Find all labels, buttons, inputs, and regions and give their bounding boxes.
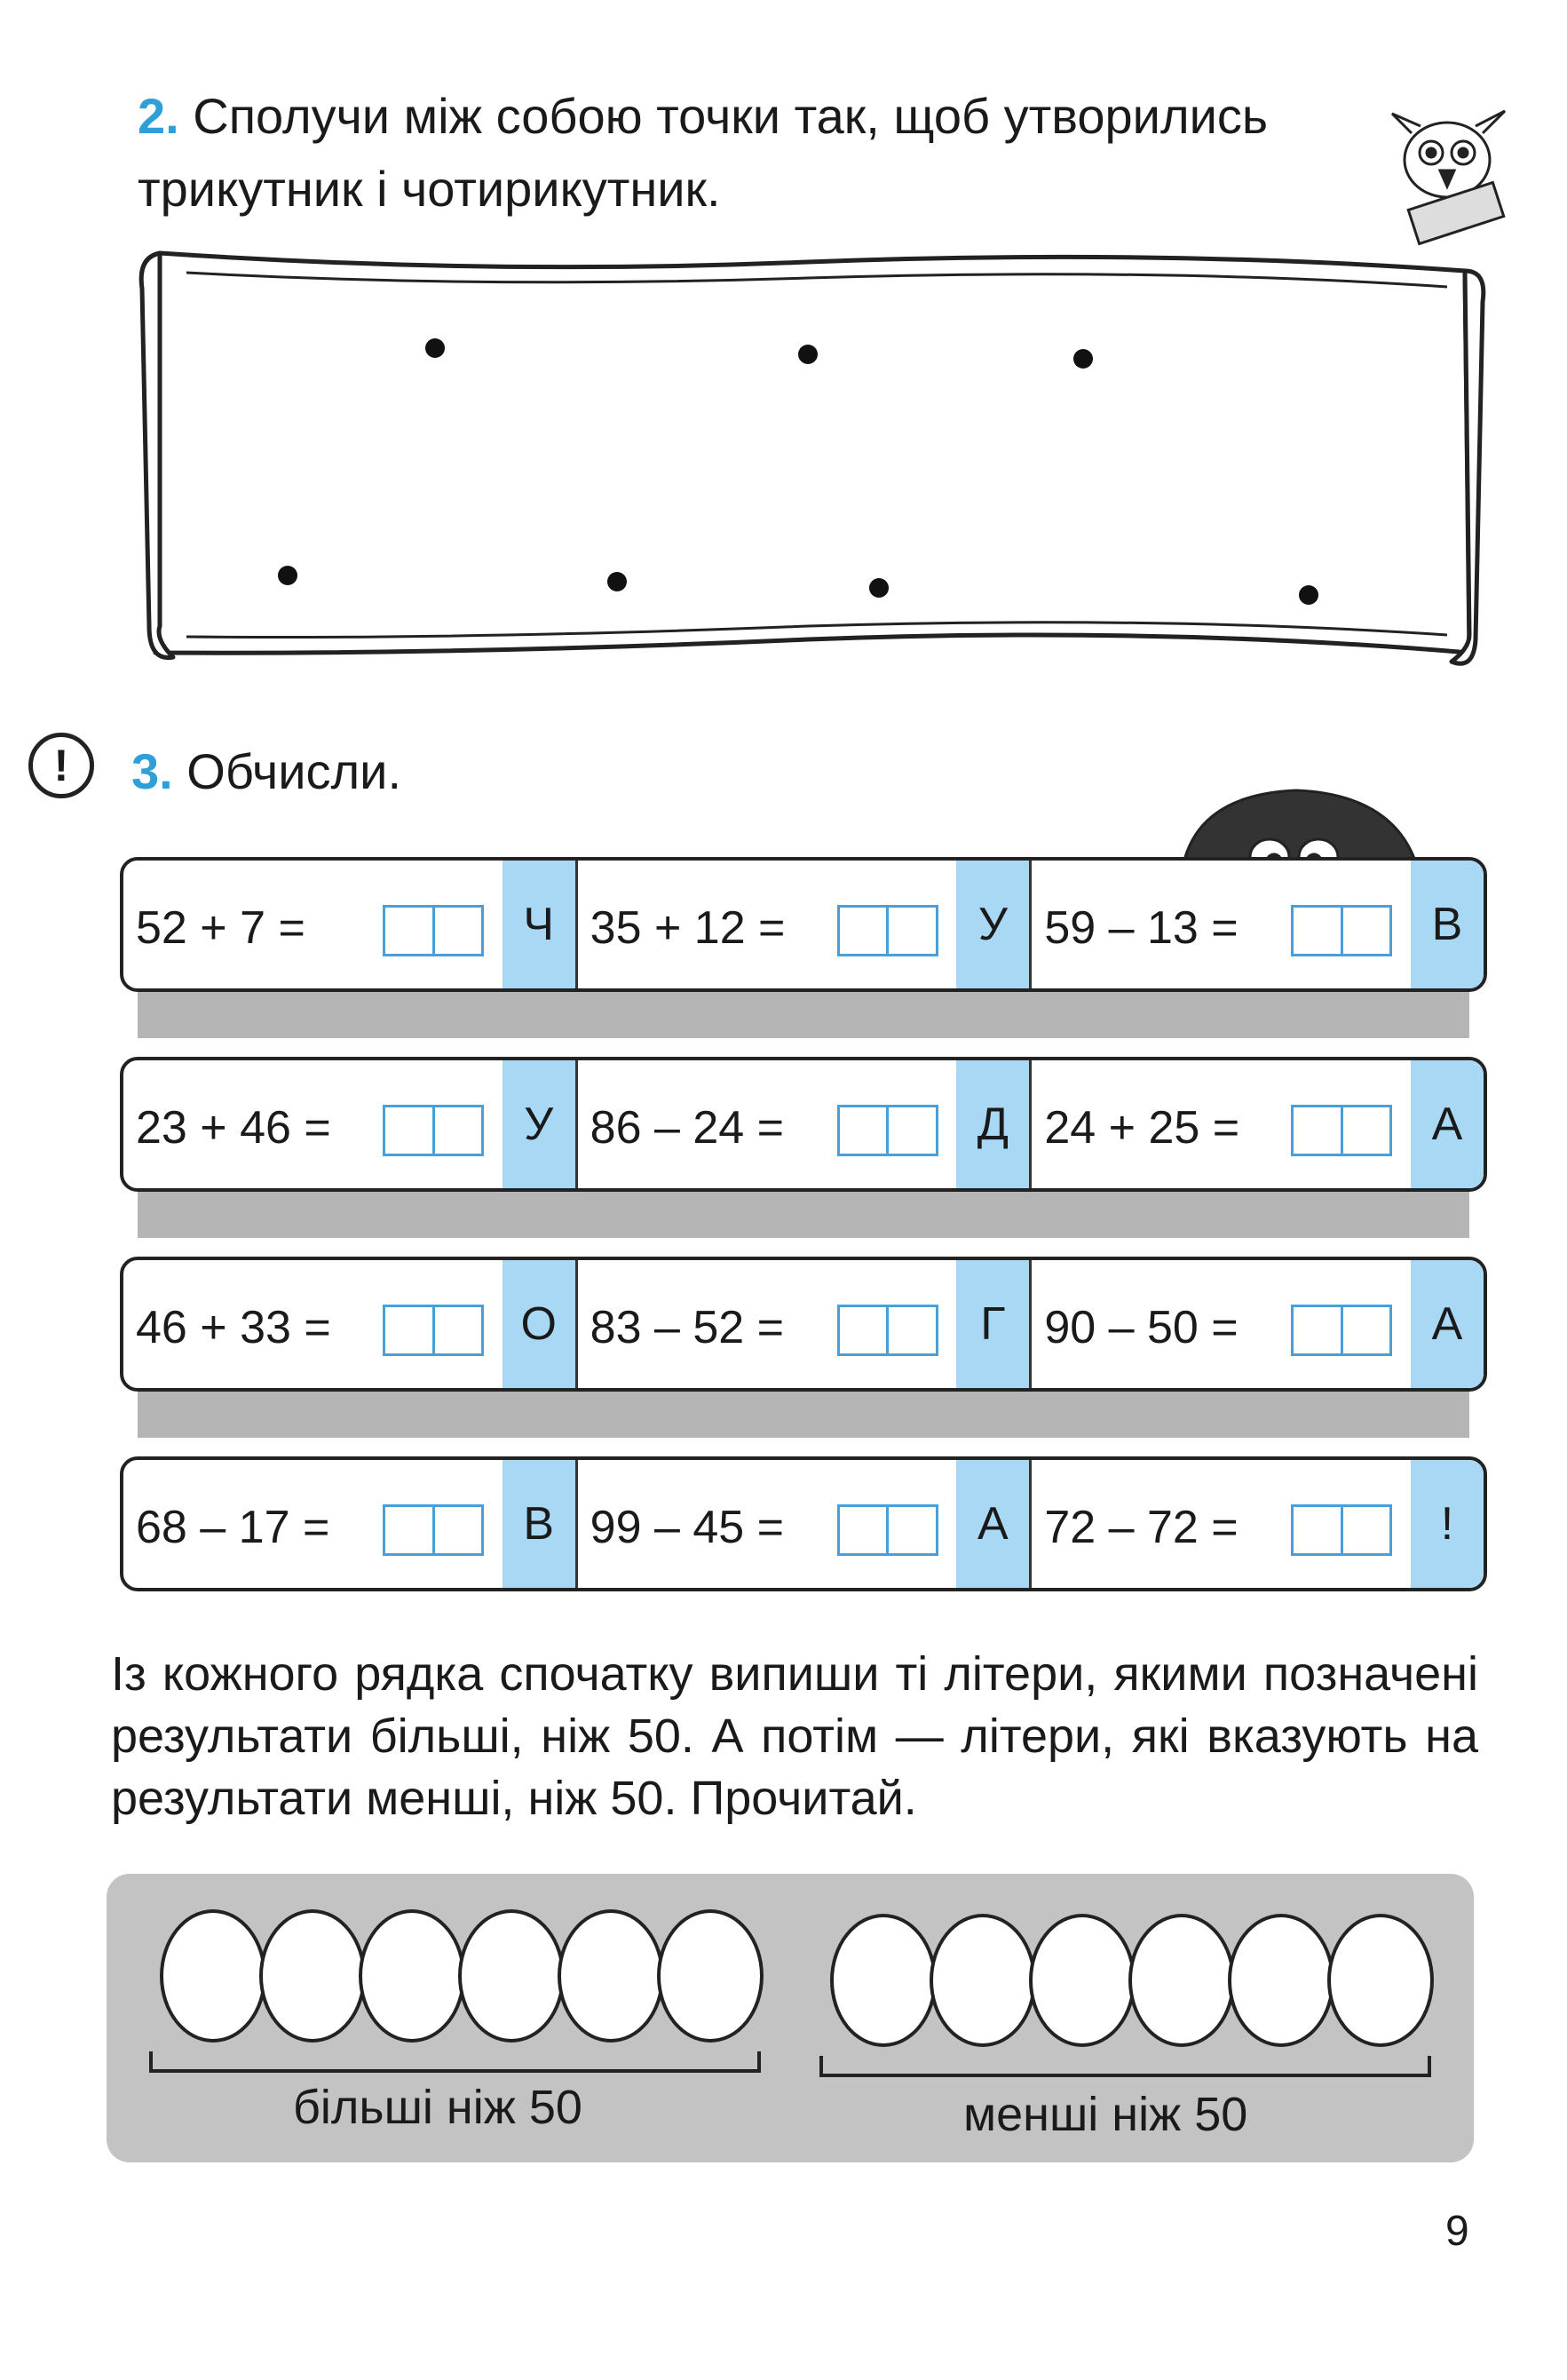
- answer-box[interactable]: [1291, 1504, 1392, 1556]
- equation-text: 86 – 24 =: [590, 1102, 784, 1154]
- label-less: менші ніж 50: [963, 2088, 1248, 2141]
- point-7: [1299, 585, 1318, 605]
- point-3: [1073, 349, 1093, 369]
- equation-text: 24 + 25 =: [1044, 1102, 1240, 1154]
- scroll-frame: [133, 235, 1492, 688]
- equation-text: 83 – 52 =: [590, 1302, 784, 1353]
- point-4: [278, 566, 297, 585]
- answer-box[interactable]: [837, 1504, 938, 1556]
- equation-cell: [1032, 861, 1484, 988]
- equation-cell: [1032, 1460, 1484, 1588]
- equation-text: 23 + 46 =: [136, 1102, 331, 1154]
- answer-oval[interactable]: [1228, 1914, 1334, 2047]
- answer-letter: В: [503, 1460, 575, 1588]
- task-3-title: [131, 735, 401, 808]
- equation-cell: [123, 1060, 578, 1188]
- point-6: [869, 578, 889, 598]
- answer-ovals-greater: [160, 1909, 756, 2043]
- point-5: [607, 572, 627, 591]
- answer-box[interactable]: [1291, 1305, 1392, 1356]
- answer-letter: Г: [956, 1260, 1029, 1388]
- answer-letter: У: [956, 861, 1029, 988]
- equation-cell: [123, 1260, 578, 1388]
- task-3-number: 3.: [131, 743, 173, 799]
- answer-letter: О: [503, 1260, 575, 1388]
- answer-oval[interactable]: [1327, 1914, 1434, 2047]
- answer-oval[interactable]: [359, 1909, 465, 2043]
- answer-oval[interactable]: [1128, 1914, 1235, 2047]
- equation-cell: [1032, 1260, 1484, 1388]
- answer-oval[interactable]: [657, 1909, 764, 2043]
- equation-text: 72 – 72 =: [1044, 1502, 1239, 1553]
- answer-box[interactable]: [837, 1105, 938, 1156]
- equation-text: 68 – 17 =: [136, 1502, 330, 1553]
- answer-oval[interactable]: [160, 1909, 266, 2043]
- answer-letter: Д: [956, 1060, 1029, 1188]
- task-2-text: Сполучи між собою точки так, щоб утворились трикутник і чотирикутник.: [138, 88, 1269, 217]
- answer-letter: А: [956, 1460, 1029, 1588]
- answer-box[interactable]: [383, 1504, 484, 1556]
- answer-box[interactable]: [837, 1305, 938, 1356]
- bracket-less: [817, 2056, 1438, 2082]
- equation-cell: [578, 861, 1033, 988]
- answer-panel: [107, 1874, 1474, 2162]
- answer-oval[interactable]: [458, 1909, 565, 2043]
- equation-cell: [1032, 1060, 1484, 1188]
- equation-cell: [123, 1460, 578, 1588]
- answer-oval[interactable]: [259, 1909, 366, 2043]
- answer-box[interactable]: [383, 905, 484, 956]
- bracket-greater: [146, 2051, 768, 2078]
- equation-text: 59 – 13 =: [1044, 902, 1239, 954]
- answer-box[interactable]: [1291, 905, 1392, 956]
- equation-text: 90 – 50 =: [1044, 1302, 1239, 1353]
- answer-oval[interactable]: [830, 1914, 937, 2047]
- answer-box[interactable]: [837, 905, 938, 956]
- equation-row-2: [120, 1057, 1487, 1192]
- answer-letter: В: [1411, 861, 1484, 988]
- answer-box[interactable]: [383, 1105, 484, 1156]
- answer-oval[interactable]: [558, 1909, 664, 2043]
- answer-ovals-less: [830, 1914, 1427, 2047]
- equation-text: 35 + 12 =: [590, 902, 786, 954]
- equation-row-1: [120, 857, 1487, 992]
- owl-mascot-icon: [1385, 107, 1527, 240]
- answer-letter: У: [503, 1060, 575, 1188]
- equation-text: 52 + 7 =: [136, 902, 305, 954]
- task-2-title: [138, 80, 1363, 226]
- task-3-instruction: Із кожного рядка спочатку випиши ті літери, якими позначені результати більші, ніж 50. А потім — літери, які вказують на результати менші, ніж 50. Прочитай.: [111, 1647, 1478, 1825]
- equation-cell: [123, 861, 578, 988]
- equation-text: 99 – 45 =: [590, 1502, 784, 1553]
- equation-row-4: [120, 1456, 1487, 1591]
- label-greater: більші ніж 50: [293, 2081, 582, 2134]
- answer-letter: А: [1411, 1260, 1484, 1388]
- equation-row-3: [120, 1257, 1487, 1392]
- exclamation-icon: !: [28, 733, 94, 798]
- point-1: [425, 338, 445, 358]
- equation-cell: [578, 1460, 1033, 1588]
- page-number: 9: [1445, 2208, 1469, 2255]
- answer-box[interactable]: [1291, 1105, 1392, 1156]
- answer-letter: Ч: [503, 861, 575, 988]
- task-3-text: Обчисли.: [186, 743, 402, 799]
- answer-letter: А: [1411, 1060, 1484, 1188]
- equation-cell: [578, 1060, 1033, 1188]
- point-2: [798, 345, 818, 364]
- answer-oval[interactable]: [1029, 1914, 1136, 2047]
- equation-text: 46 + 33 =: [136, 1302, 331, 1353]
- answer-letter: !: [1411, 1460, 1484, 1588]
- answer-box[interactable]: [383, 1305, 484, 1356]
- answer-oval[interactable]: [930, 1914, 1036, 2047]
- task-2-number: 2.: [138, 88, 179, 144]
- equation-cell: [578, 1260, 1033, 1388]
